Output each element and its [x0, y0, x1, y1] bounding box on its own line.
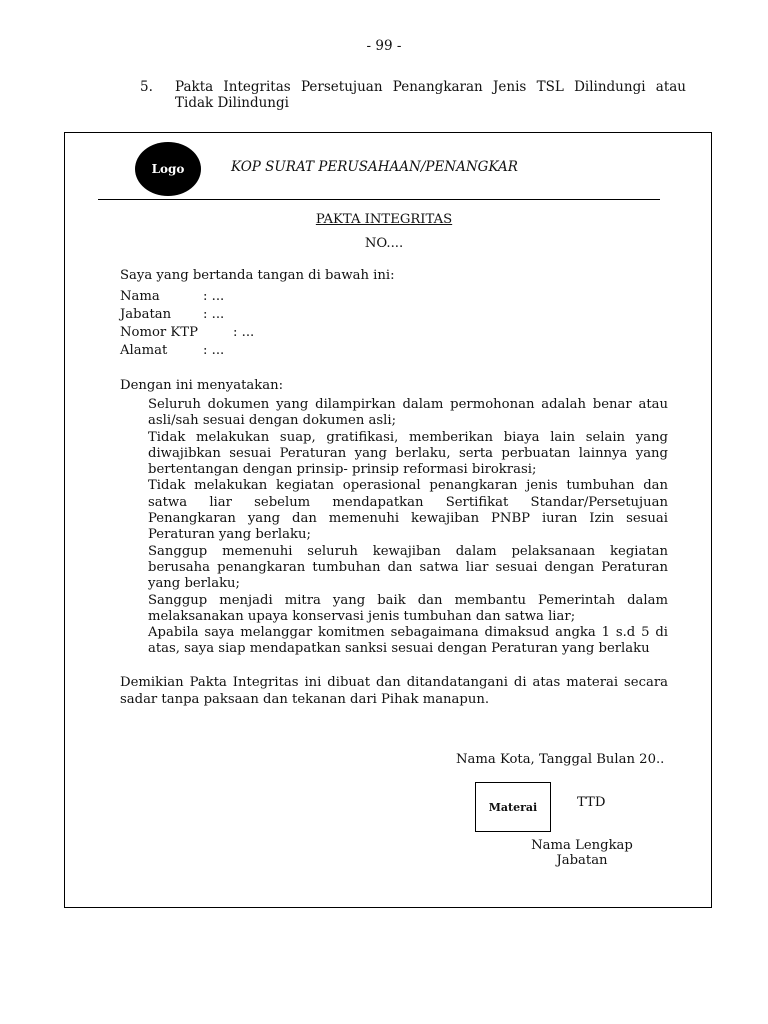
statement-item: Tidak melakukan suap, gratifikasi, memberikan biaya lain selain yang diwajibkan sesuai Peraturan yang berlaku, serta perbuatan lainnya yang bertentangan dengan prinsip- prinsip reformasi birokrasi; — [148, 429, 668, 478]
field-label-nama: Nama — [120, 289, 160, 304]
page-number: - 99 - — [366, 38, 402, 54]
signer-position: Jabatan — [556, 853, 608, 868]
closing-paragraph: Demikian Pakta Integritas ini dibuat dan ditandatangani di atas materai secara sadar tanpa paksaan dan tekanan dari Pihak manapun. — [120, 675, 668, 707]
document-number: NO.... — [364, 236, 404, 251]
statement-item: Sanggup memenuhi seluruh kewajiban dalam pelaksanaan kegiatan berusaha penangkaran tumbuhan dan satwa liar sesuai dengan Peraturan yang berlaku; — [148, 543, 668, 592]
field-value-jabatan: : ... — [203, 307, 225, 322]
statement-intro: Dengan ini menyatakan: — [120, 378, 284, 393]
statement-item: Tidak melakukan kegiatan operasional penangkaran jenis tumbuhan dan satwa liar sebelum mendapatkan Sertifikat Standar/Persetujuan Penangkaran yang dan memenuhi kewajiban PNBP iuran Izin sesuai Peraturan yang berlaku; — [148, 478, 668, 543]
signer-name: Nama Lengkap — [531, 838, 633, 853]
materai-stamp-box: Materai — [475, 782, 551, 832]
statement-item: Seluruh dokumen yang dilampirkan dalam permohonan adalah benar atau asli/sah sesuai dengan dokumen asli; — [148, 397, 668, 429]
document-title — [0, 212, 768, 227]
field-label-alamat: Alamat — [120, 343, 168, 358]
place-date: Nama Kota, Tanggal Bulan 20.. — [456, 752, 665, 767]
letterhead-title: KOP SURAT PERUSAHAAN/PENANGKAR — [231, 159, 518, 175]
field-value-ktp: : ... — [233, 325, 255, 340]
logo-placeholder: Logo — [135, 142, 201, 196]
section-number: 5. — [140, 79, 153, 95]
field-label-ktp: Nomor KTP — [120, 325, 198, 340]
document-title-text: PAKTA INTEGRITAS — [315, 212, 453, 227]
statement-item: Sanggup menjadi mitra yang baik dan membantu Pemerintah dalam melaksanakan upaya konservasi jenis tumbuhan dan satwa liar; — [148, 592, 668, 624]
signer-block — [522, 838, 642, 868]
section-title: Pakta Integritas Persetujuan Penangkaran Jenis TSL Dilindungi atau Tidak Dilindungi — [175, 79, 686, 111]
field-value-nama: : ... — [203, 289, 225, 304]
statement-list — [148, 397, 668, 658]
letterhead-divider — [98, 199, 660, 200]
field-value-alamat: : ... — [203, 343, 225, 358]
signature-label: TTD — [577, 795, 606, 810]
statement-item: Apabila saya melanggar komitmen sebagaimana dimaksud angka 1 s.d 5 di atas, saya siap mendapatkan sanksi sesuai dengan Peraturan yang berlaku — [148, 625, 668, 657]
intro-text: Saya yang bertanda tangan di bawah ini: — [120, 268, 395, 283]
field-label-jabatan: Jabatan — [120, 307, 172, 322]
